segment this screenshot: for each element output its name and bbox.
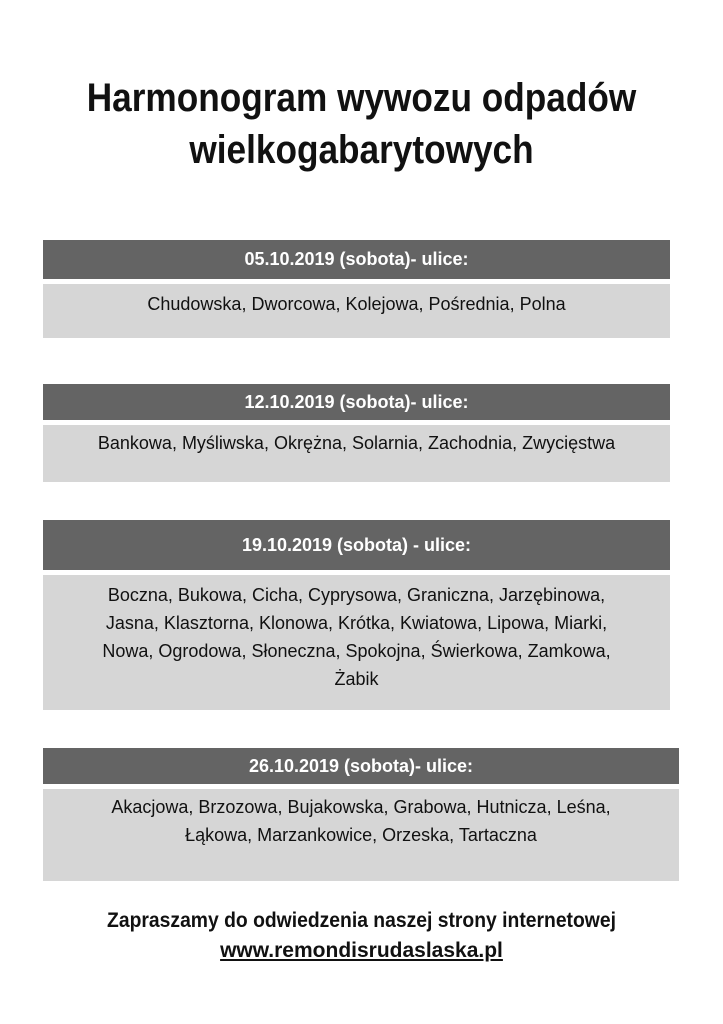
street-line: Boczna, Bukowa, Cicha, Cyprysowa, Graniczna, Jarzębinowa, <box>107 585 606 605</box>
street-list <box>43 284 670 338</box>
schedule-date-header: 05.10.2019 (sobota)- ulice: <box>43 240 670 279</box>
schedule-block-1 <box>43 240 670 338</box>
street-line: Bankowa, Myśliwska, Okrężna, Solarnia, Zachodnia, Zwycięstwa <box>97 433 616 453</box>
schedule-date-header: 19.10.2019 (sobota) - ulice: <box>43 520 670 570</box>
title-line-1: Harmonogram wywozu odpadów <box>86 76 637 120</box>
schedule-block-2 <box>43 384 670 482</box>
street-line: Żabik <box>334 669 379 689</box>
schedule-block-3 <box>43 520 670 710</box>
street-list <box>43 575 670 710</box>
footer <box>0 906 723 966</box>
street-line: Jasna, Klasztorna, Klonowa, Krótka, Kwiatowa, Lipowa, Miarki, <box>105 613 608 633</box>
schedule-block-4 <box>43 748 679 881</box>
street-list <box>43 425 670 482</box>
page-title <box>43 72 679 176</box>
street-line: Nowa, Ogrodowa, Słoneczna, Spokojna, Świerkowa, Zamkowa, <box>102 641 611 661</box>
schedule-date-header: 12.10.2019 (sobota)- ulice: <box>43 384 670 420</box>
street-line: Akacjowa, Brzozowa, Bujakowska, Grabowa, Hutnicza, Leśna, <box>111 797 611 817</box>
street-line: Chudowska, Dworcowa, Kolejowa, Pośrednia, Polna <box>147 294 566 314</box>
title-line-2: wielkogabarytowych <box>189 128 534 172</box>
street-line: Łąkowa, Marzankowice, Orzeska, Tartaczna <box>185 825 537 845</box>
footer-invite-text: Zapraszamy do odwiedzenia naszej strony internetowej <box>107 909 616 932</box>
website-link[interactable]: www.remondisrudaslaska.pl <box>220 939 503 962</box>
schedule-date-header: 26.10.2019 (sobota)- ulice: <box>43 748 679 784</box>
street-list <box>43 789 679 881</box>
